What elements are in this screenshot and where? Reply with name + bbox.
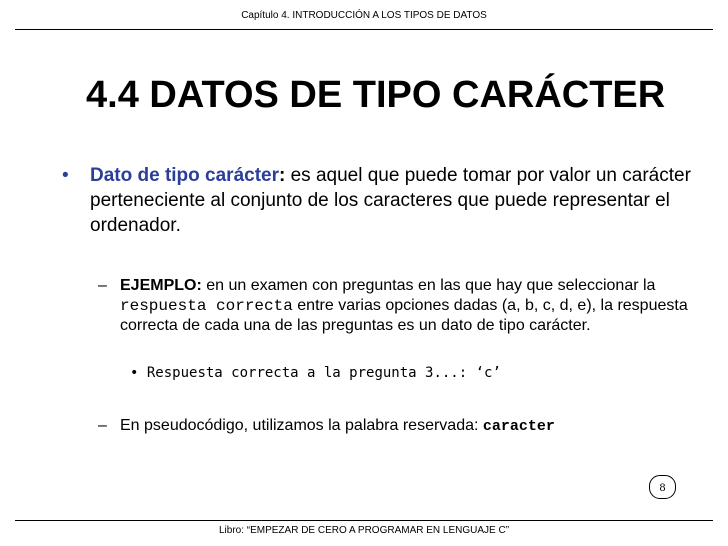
pseudocode-text [120, 416, 698, 437]
definition-colon: : [279, 165, 286, 186]
definition-bullet [62, 163, 702, 238]
example-code: respuesta correcta [120, 297, 293, 315]
chapter-header: Capítulo 4. INTRODUCCIÓN A LOS TIPOS DE DATOS [241, 10, 487, 21]
example-sub-item: Respuesta correcta a la pregunta 3...: ‘c’ [146, 365, 501, 381]
pseudocode-bullet [98, 416, 698, 437]
definition-body: es aquel que puede tomar por valor un carácter perteneciente al conjunto de los caracteres que puede representar el ordenador. [90, 165, 691, 236]
example-sub-bullet [130, 365, 501, 381]
dash-marker: – [98, 277, 107, 294]
dash-marker: – [98, 417, 107, 434]
pseudocode-sentence: En pseudocódigo, utilizamos la palabra reservada: [120, 417, 483, 434]
page-number: 8 [649, 475, 676, 499]
example-text [120, 276, 698, 336]
book-footer: Libro: “EMPEZAR DE CERO A PROGRAMAR EN LENGUAJE C” [218, 525, 510, 536]
header-divider [15, 29, 713, 30]
definition-text [90, 163, 702, 238]
example-bullet [98, 276, 698, 336]
example-label: EJEMPLO: [120, 277, 202, 294]
bullet-marker: • [62, 165, 69, 186]
example-text-after: entre varias opciones dadas (a, b, c, d, e), la respuesta correcta de cada una de las preguntas es un dato de tipo carácter. [120, 297, 688, 334]
footer-divider [15, 520, 713, 521]
definition-term: Dato de tipo carácter [90, 165, 279, 186]
slide-title: 4.4 DATOS DE TIPO CARÁCTER [86, 74, 666, 116]
pseudocode-keyword: caracter [482, 418, 555, 435]
sub-bullet-marker: • [130, 365, 139, 381]
example-text-before: en un examen con preguntas en las que hay que seleccionar la [201, 277, 656, 294]
